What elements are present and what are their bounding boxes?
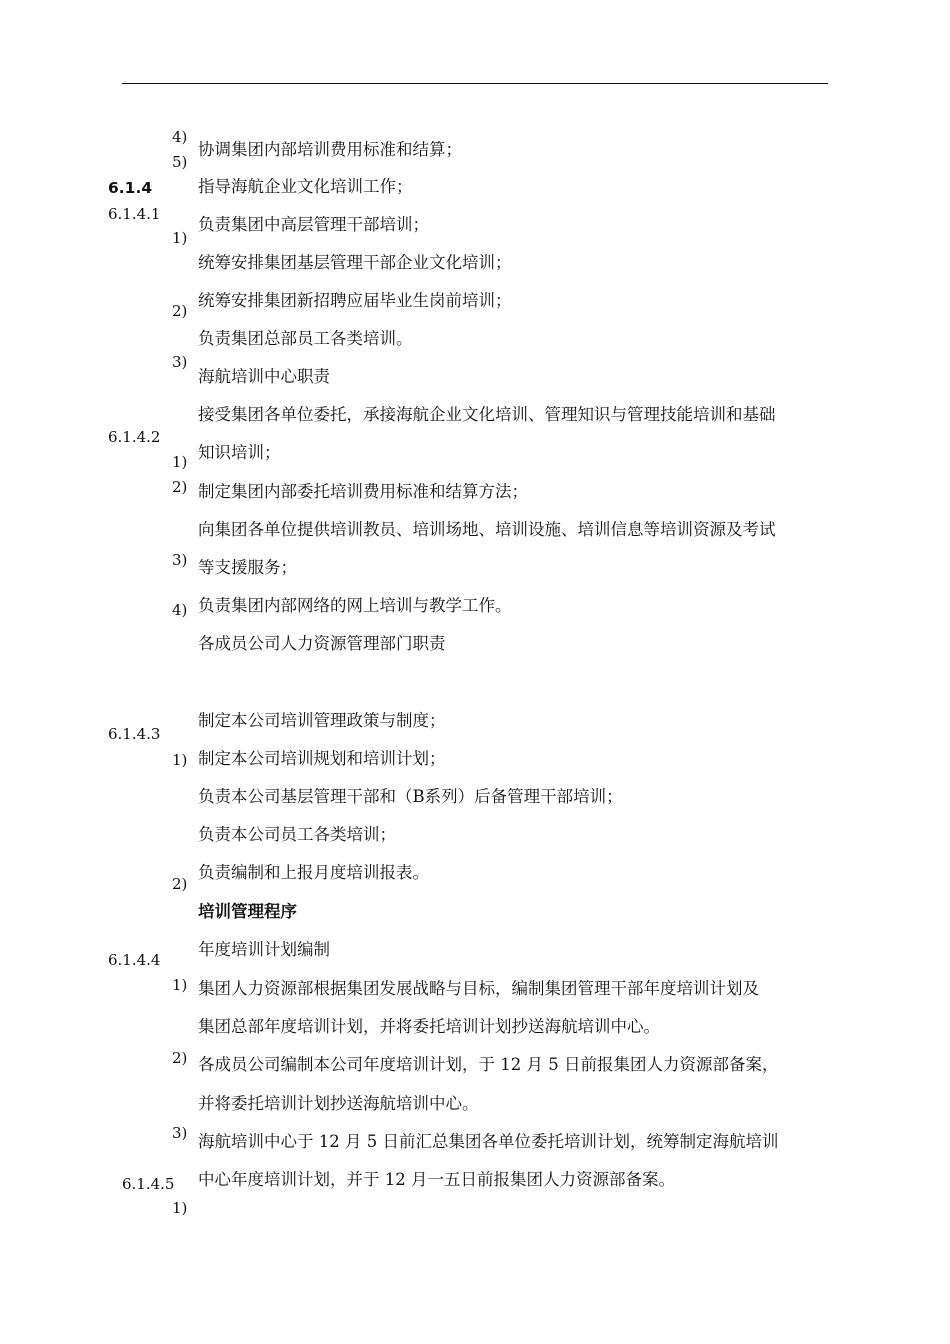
list-marker: 2) (172, 1049, 188, 1067)
body-line: 并将委托培训计划抄送海航培训中心。 (198, 1094, 479, 1113)
list-marker: 1) (172, 453, 188, 471)
body-line: 中心年度培训计划，并于 12 月一五日前报集团人力资源部备案。 (198, 1170, 675, 1189)
section-heading: 培训管理程序 (198, 902, 297, 921)
body-line: 接受集团各单位委托，承接海航企业文化培训、管理知识与管理技能培训和基础 (198, 405, 776, 424)
body-line: 统筹安排集团基层管理干部企业文化培训； (198, 253, 512, 272)
body-line: 各成员公司编制本公司年度培训计划，于 12 月 5 日前报集团人力资源部备案， (198, 1055, 779, 1074)
list-marker: 1) (172, 1199, 188, 1217)
section-number-6-1-4-3: 6.1.4.3 (108, 725, 161, 743)
body-line: 负责集团中高层管理干部培训； (198, 215, 429, 234)
list-marker: 1) (172, 976, 188, 994)
list-marker: 1) (172, 751, 188, 769)
list-marker: 3) (172, 353, 188, 371)
body-line: 知识培训； (198, 443, 281, 462)
list-marker: 4) (172, 128, 188, 146)
body-line: 海航培训中心于 12 月 5 日前汇总集团各单位委托培训计划，统筹制定海航培训 (198, 1132, 779, 1151)
list-marker: 2) (172, 302, 188, 320)
body-line: 制定本公司培训规划和培训计划； (198, 749, 446, 768)
body-line: 向集团各单位提供培训教员、培训场地、培训设施、培训信息等培训资源及考试 (198, 520, 776, 539)
body-line: 负责集团总部员工各类培训。 (198, 329, 413, 348)
body-line: 统筹安排集团新招聘应届毕业生岗前培训； (198, 291, 512, 310)
section-number-6-1-4-1: 6.1.4.1 (108, 205, 161, 223)
section-number-6-1-4-2: 6.1.4.2 (108, 428, 161, 446)
body-line: 负责本公司员工各类培训； (198, 825, 396, 844)
body-line: 协调集团内部培训费用标准和结算； (198, 140, 462, 159)
list-marker: 2) (172, 875, 188, 893)
list-marker: 5) (172, 153, 188, 171)
body-line: 负责本公司基层管理干部和（B系列）后备管理干部培训； (198, 787, 623, 806)
section-number-6-1-4: 6.1.4 (108, 179, 153, 197)
list-marker: 3) (172, 1124, 188, 1142)
body-line: 负责集团内部网络的网上培训与教学工作。 (198, 596, 512, 615)
list-marker: 3) (172, 551, 188, 569)
body-line: 集团人力资源部根据集团发展战略与目标，编制集团管理干部年度培训计划及 (198, 979, 759, 998)
section-number-6-1-4-5: 6.1.4.5 (122, 1175, 175, 1193)
header-rule (122, 83, 828, 84)
body-line: 海航培训中心职责 (198, 367, 330, 386)
body-line: 各成员公司人力资源管理部门职责 (198, 634, 446, 653)
body-line: 集团总部年度培训计划，并将委托培训计划抄送海航培训中心。 (198, 1017, 660, 1036)
section-number-6-1-4-4: 6.1.4.4 (108, 951, 161, 969)
body-line: 制定本公司培训管理政策与制度； (198, 711, 446, 730)
body-line: 指导海航企业文化培训工作； (198, 177, 413, 196)
list-marker: 4) (172, 601, 188, 619)
list-marker: 2) (172, 478, 188, 496)
body-line: 负责编制和上报月度培训报表。 (198, 863, 429, 882)
list-marker: 1) (172, 229, 188, 247)
body-line: 制定集团内部委托培训费用标准和结算方法； (198, 482, 528, 501)
body-line: 等支援服务； (198, 558, 297, 577)
body-line: 年度培训计划编制 (198, 940, 330, 959)
